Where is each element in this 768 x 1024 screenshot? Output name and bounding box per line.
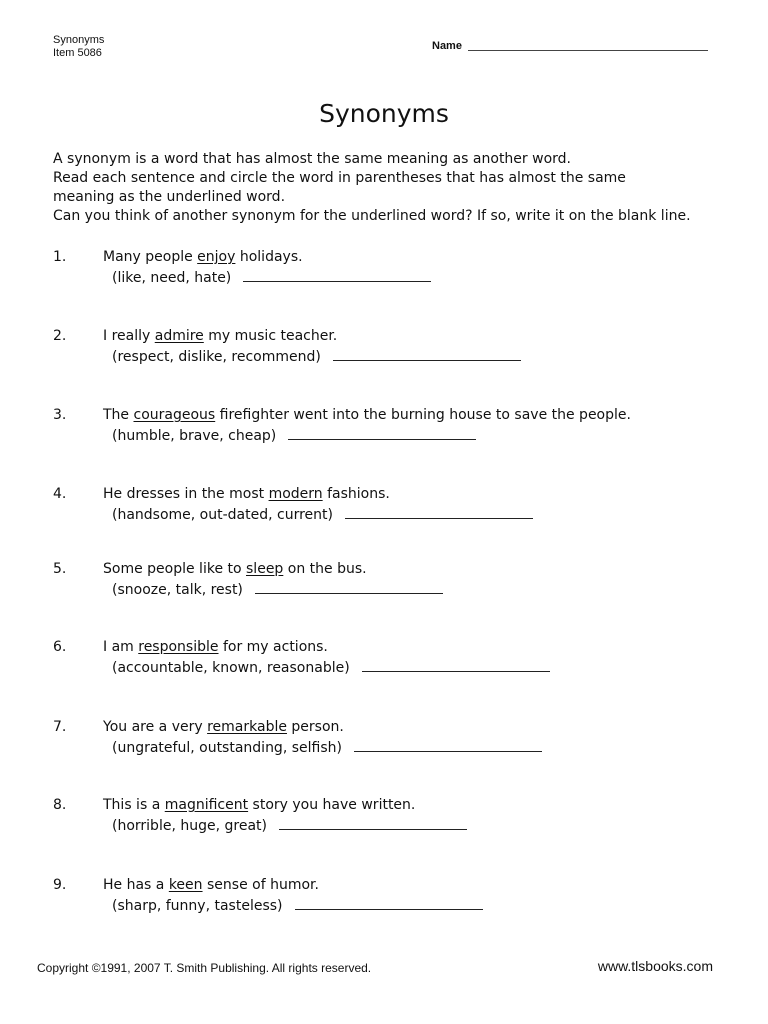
answer-blank-line [279,815,467,830]
answer-choices: (sharp, funny, tasteless) [112,895,483,916]
answer-blank-line [354,737,542,752]
underlined-word: enjoy [197,249,236,265]
answer-choices: (horrible, huge, great) [112,815,467,836]
question-item [53,327,733,367]
question-sentence: I am responsible for my actions. [103,639,328,655]
answer-blank-line [362,657,550,672]
intro-line: meaning as the underlined word. [53,189,286,205]
question-item [53,718,733,758]
question-number: 1. [53,249,67,265]
name-field [432,40,712,56]
name-label: Name [432,40,462,52]
answer-blank-line [243,267,431,282]
answer-blank-line [288,425,476,440]
underlined-word: responsible [138,639,219,655]
answer-choices: (handsome, out-dated, current) [112,504,533,525]
worksheet-meta [53,34,104,60]
intro-line: A synonym is a word that has almost the same meaning as another word. [53,151,571,167]
question-sentence: He dresses in the most modern fashions. [103,486,390,502]
name-blank-line [468,50,708,51]
copyright-notice: Copyright ©1991, 2007 T. Smith Publishing. All rights reserved. [37,961,372,975]
website-link[interactable]: www.tlsbooks.com [597,958,713,974]
question-number: 5. [53,561,67,577]
question-number: 6. [53,639,67,655]
answer-blank-line [345,504,533,519]
answer-choices: (like, need, hate) [112,267,431,288]
intro-line: Can you think of another synonym for the underlined word? If so, write it on the blank line. [53,208,691,224]
question-item [53,248,733,288]
question-sentence: I really admire my music teacher. [103,328,338,344]
question-item [53,876,733,916]
question-sentence: You are a very remarkable person. [103,719,344,735]
question-sentence: He has a keen sense of humor. [103,877,319,893]
underlined-word: keen [168,877,203,893]
instructions [53,150,753,226]
answer-choices: (accountable, known, reasonable) [112,657,550,678]
question-number: 9. [53,877,67,893]
question-sentence: The courageous firefighter went into the burning house to save the people. [103,407,631,423]
question-item [53,406,733,446]
underlined-word: modern [268,486,323,502]
question-number: 4. [53,486,67,502]
answer-choices: (ungrateful, outstanding, selfish) [112,737,542,758]
page-title: Synonyms [319,99,449,128]
answer-choices: (humble, brave, cheap) [112,425,476,446]
question-number: 3. [53,407,67,423]
answer-blank-line [295,895,483,910]
item-code: Item 5086 [53,47,102,59]
question-sentence: Some people like to sleep on the bus. [103,561,367,577]
question-sentence: This is a magnificent story you have written. [103,797,416,813]
question-number: 2. [53,328,67,344]
answer-choices: (snooze, talk, rest) [112,579,443,600]
question-item [53,638,733,678]
question-item [53,485,733,525]
subject-label: Synonyms [53,34,105,46]
underlined-word: courageous [133,407,216,423]
underlined-word: sleep [246,561,284,577]
intro-line: Read each sentence and circle the word in parentheses that has almost the same [53,170,626,186]
question-number: 8. [53,797,67,813]
underlined-word: magnificent [164,797,249,813]
answer-blank-line [255,579,443,594]
question-item [53,560,733,600]
underlined-word: admire [154,328,204,344]
question-number: 7. [53,719,67,735]
question-item [53,796,733,836]
answer-choices: (respect, dislike, recommend) [112,346,521,367]
question-sentence: Many people enjoy holidays. [103,249,303,265]
answer-blank-line [333,346,521,361]
underlined-word: remarkable [207,719,287,735]
